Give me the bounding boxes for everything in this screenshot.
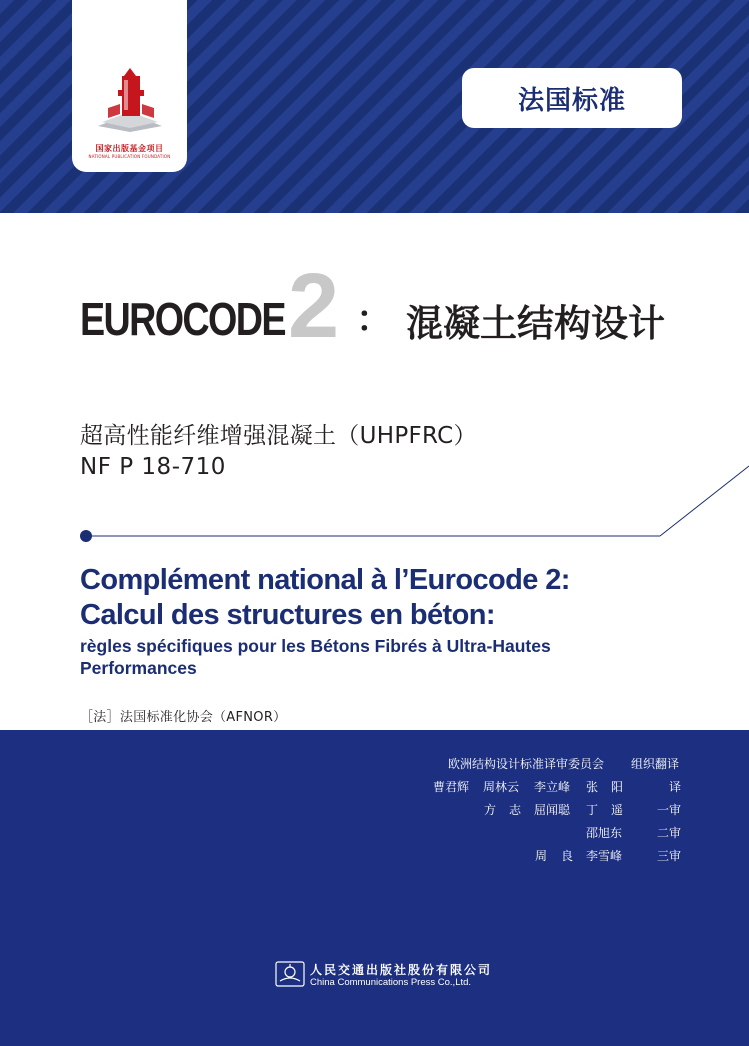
foundation-emblem-icon bbox=[94, 68, 166, 138]
standard-code: NF P 18-710 bbox=[80, 454, 226, 480]
credit-reviewer: 方 bbox=[484, 803, 497, 817]
publisher-name-en: China Communications Press Co.,Ltd. bbox=[310, 977, 472, 988]
publisher-logo-icon bbox=[275, 961, 305, 987]
credit-role: 译 bbox=[669, 780, 682, 794]
standard-badge: 法国标准 bbox=[462, 68, 682, 128]
title-colon: ： bbox=[356, 299, 393, 340]
foundation-logo bbox=[72, 0, 187, 172]
divider-line bbox=[0, 460, 749, 550]
book-title bbox=[80, 255, 700, 357]
credit-reviewer: 屈闻聪 bbox=[534, 803, 571, 817]
credit-reviewer: 周 bbox=[535, 849, 548, 863]
credit-reviewer: 良 bbox=[561, 849, 574, 863]
subtitle: 超高性能纤维增强混凝土（UHPFRC） bbox=[80, 423, 477, 449]
french-subtitle bbox=[80, 635, 600, 679]
credit-role: 三审 bbox=[657, 849, 682, 863]
logo-caption-cn: 国家出版基金项目 bbox=[95, 143, 164, 153]
header-band bbox=[0, 0, 749, 213]
credit-translator: 周林云 bbox=[483, 780, 520, 794]
credit-translator: 李立峰 bbox=[534, 780, 571, 794]
credit-translator: 曹君辉 bbox=[433, 780, 470, 794]
author: ［法］法国标准化协会（AFNOR） bbox=[80, 710, 287, 725]
credit-role: 一审 bbox=[657, 803, 682, 817]
credit-translator: 张 bbox=[586, 780, 599, 794]
french-title bbox=[80, 563, 680, 633]
credit-reviewer: 丁 bbox=[586, 803, 599, 817]
publisher-name-cn: 人民交通出版社股份有限公司 bbox=[310, 963, 493, 977]
french-title-line-1: Complément national à l’Eurocode 2: bbox=[80, 564, 570, 596]
french-subtitle-line-2: Performances bbox=[80, 658, 197, 678]
credit-reviewer: 李雪峰 bbox=[586, 849, 623, 863]
credit-reviewer: 遥 bbox=[611, 803, 624, 817]
credit-organization-role: 组织翻译 bbox=[631, 757, 680, 771]
credit-role: 二审 bbox=[657, 826, 682, 840]
title-eurocode: EUROCODE bbox=[80, 293, 285, 345]
credit-translator: 阳 bbox=[611, 780, 624, 794]
credit-reviewer: 邵旭东 bbox=[586, 826, 623, 840]
credit-organization: 欧洲结构设计标准译审委员会 bbox=[448, 757, 605, 771]
title-chinese: 混凝土结构设计 bbox=[406, 302, 666, 345]
french-subtitle-line-1: règles spécifiques pour les Bétons Fibrés à Ultra-Hautes bbox=[80, 636, 551, 656]
logo-caption-en: NATIONAL PUBLICATION FOUNDATION bbox=[88, 154, 171, 159]
credit-reviewer: 志 bbox=[509, 803, 522, 817]
french-title-line-2: Calcul des structures en béton: bbox=[80, 599, 495, 631]
title-number: 2 bbox=[288, 255, 340, 357]
footer-band bbox=[0, 730, 749, 1046]
